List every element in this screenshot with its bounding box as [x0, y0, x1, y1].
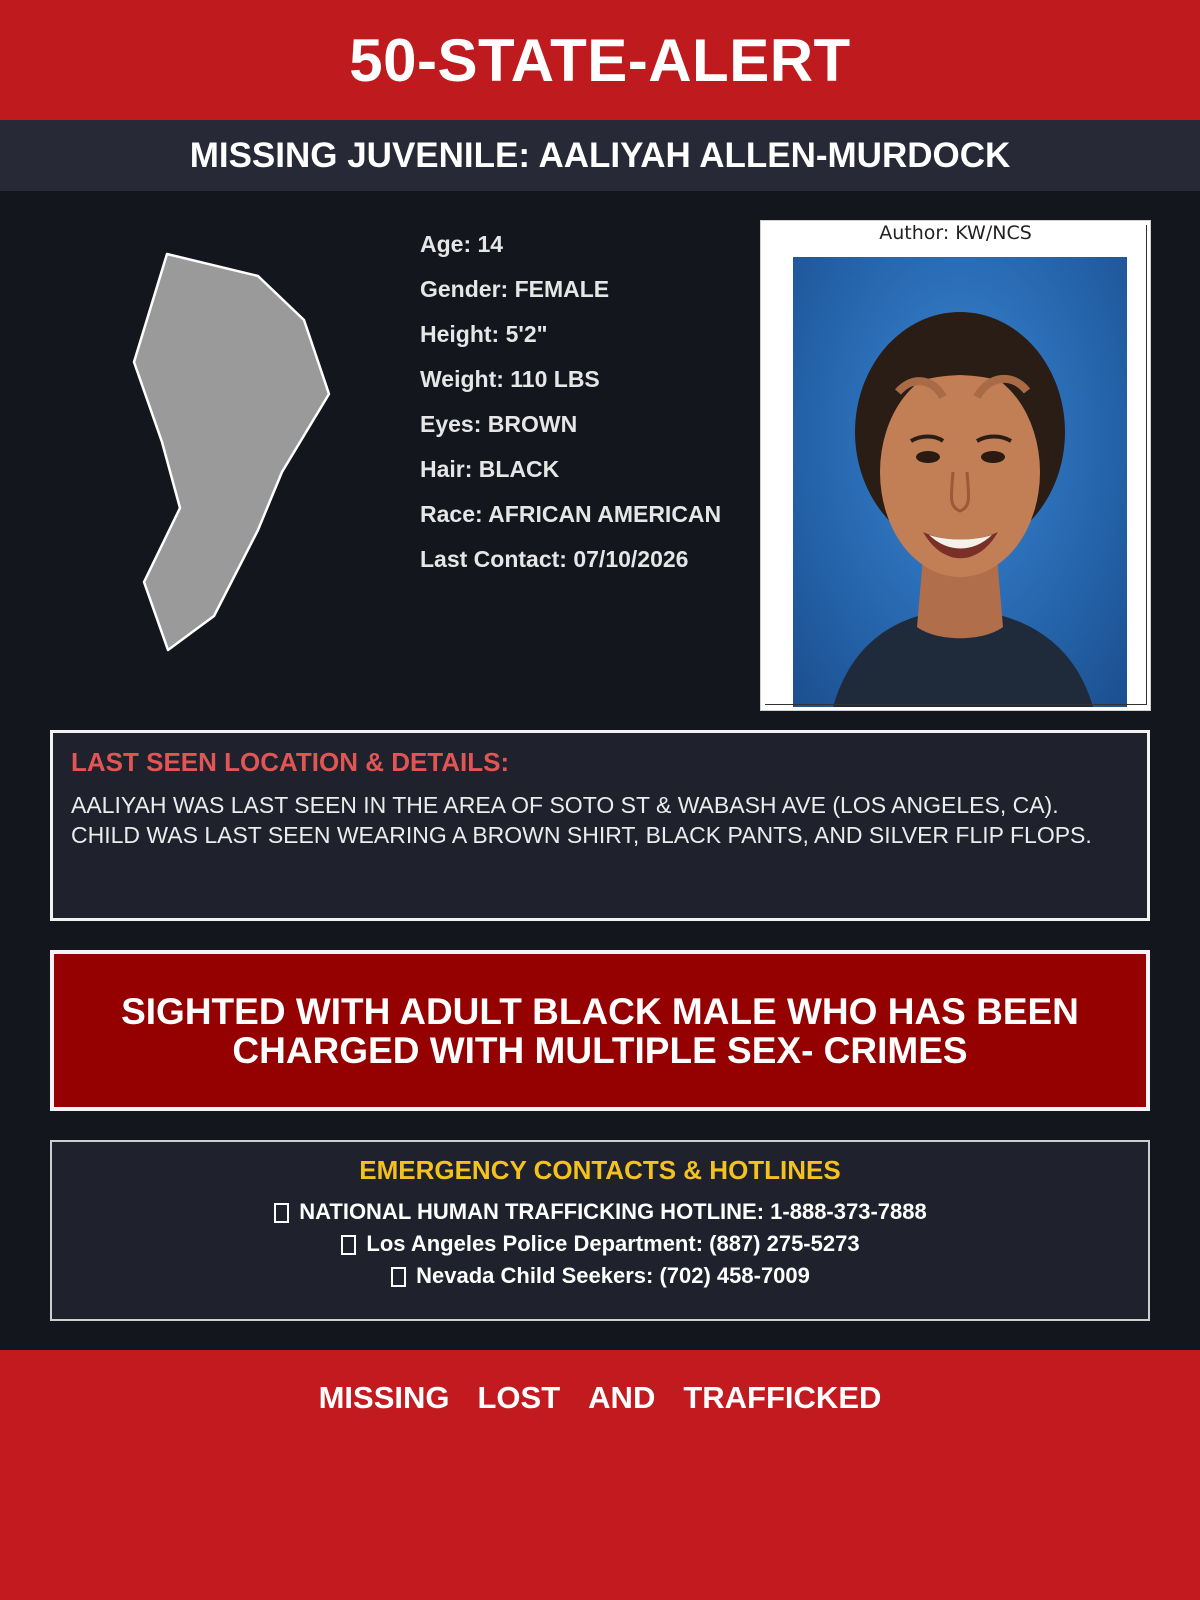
- fact-weight: Weight: 110 LBS: [420, 366, 600, 392]
- juvenile-facts: [420, 222, 750, 582]
- fact-hair: Hair: BLACK: [420, 456, 560, 482]
- state-outline-icon: [118, 240, 338, 670]
- missing-juvenile-header: [0, 120, 1200, 191]
- sighting-alert: [50, 950, 1150, 1111]
- phone-icon: [273, 1201, 291, 1223]
- contact-label: Los Angeles Police Department: (887) 275-5273: [366, 1231, 860, 1256]
- fact-age: Age: 14: [420, 231, 504, 257]
- sighting-alert-text: SIGHTED WITH ADULT BLACK MALE WHO HAS BEEN CHARGED WITH MULTIPLE SEX- CRIMES: [121, 990, 1079, 1071]
- phone-icon: [390, 1265, 408, 1287]
- missing-juvenile-name: MISSING JUVENILE: AALIYAH ALLEN-MURDOCK: [189, 135, 1011, 175]
- contacts-heading: EMERGENCY CONTACTS & HOTLINES: [359, 1155, 841, 1185]
- juvenile-photo: [793, 257, 1127, 707]
- last-seen-body: AALIYAH WAS LAST SEEN IN THE AREA OF SOTO ST & WABASH AVE (LOS ANGELES, CA). CHILD WAS LAST SEEN WEARING A BROWN SHIRT, BLACK PANTS, AND SILVER FLIP FLOPS.: [71, 792, 1092, 848]
- top-banner: [0, 0, 1200, 120]
- fact-height: Height: 5'2": [420, 321, 548, 347]
- phone-icon: [340, 1233, 358, 1255]
- fact-race: Race: AFRICAN AMERICAN: [420, 501, 722, 527]
- contact-trafficking-hotline[interactable]: [52, 1196, 1148, 1228]
- contact-nevada-child-seekers[interactable]: [52, 1260, 1148, 1292]
- contact-label: NATIONAL HUMAN TRAFFICKING HOTLINE: 1-888-373-7888: [299, 1199, 927, 1224]
- fact-last-contact: Last Contact: 07/10/2026: [420, 546, 689, 572]
- contact-label: Nevada Child Seekers: (702) 458-7009: [416, 1263, 810, 1288]
- contact-lapd[interactable]: [52, 1228, 1148, 1260]
- footer-banner: [0, 1350, 1200, 1600]
- tagline-word: MISSING: [318, 1380, 450, 1415]
- fact-gender: Gender: FEMALE: [420, 276, 610, 302]
- photo-frame: [760, 220, 1151, 711]
- footer-tagline: [0, 1380, 1200, 1416]
- last-seen-details: [50, 730, 1150, 921]
- fact-eyes: Eyes: BROWN: [420, 411, 578, 437]
- photo-border-line: [765, 704, 1147, 705]
- tagline-word: AND: [588, 1380, 656, 1415]
- last-seen-heading: LAST SEEN LOCATION & DETAILS:: [71, 747, 510, 777]
- emergency-contacts: [50, 1140, 1150, 1321]
- tagline-word: TRAFFICKED: [683, 1380, 882, 1415]
- photo-border-line: [1146, 225, 1147, 705]
- alert-title: 50-STATE-ALERT: [349, 26, 851, 94]
- tagline-word: LOST: [477, 1380, 561, 1415]
- photo-author: Author: KW/NCS: [879, 222, 1032, 244]
